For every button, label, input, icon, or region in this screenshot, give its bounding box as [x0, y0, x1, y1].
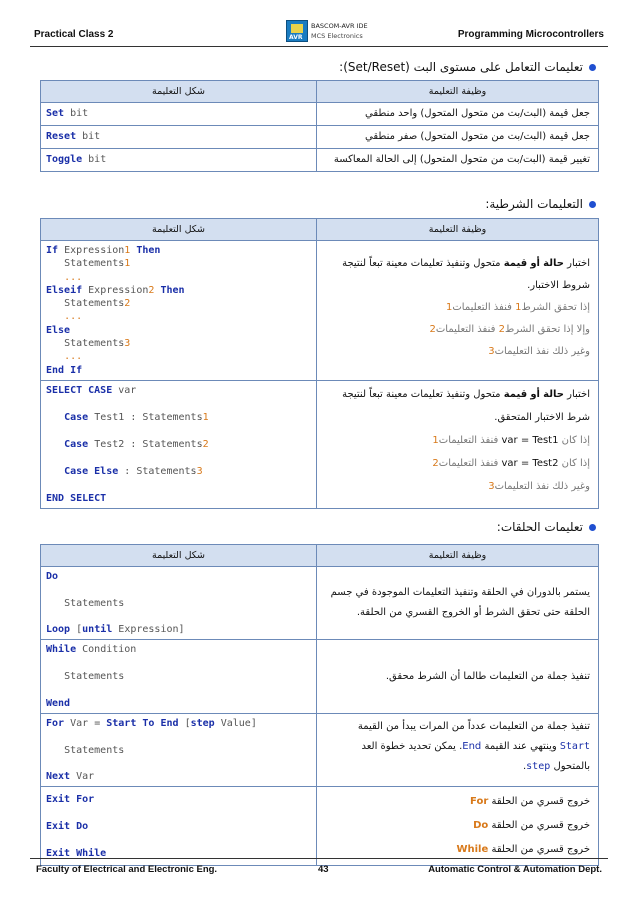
logo-title: BASCOM-AVR IDE [311, 22, 368, 30]
footer-divider [30, 858, 608, 859]
page-number: 43 [318, 864, 329, 875]
header-divider [30, 46, 608, 47]
bascom-logo [286, 20, 382, 44]
section-title-loops: تعليمات الحلقات: [497, 520, 596, 534]
header-course: Practical Class 2 [34, 29, 114, 40]
logo-subtitle: MCS Electronics [311, 32, 363, 40]
col-header-desc: وظيفة التعليمة [317, 545, 599, 567]
table-row-do: Do Statements Loop [until Expression] يستمر بالدوران في الحلقة وتنفيذ التعليمات الموجودة في جسم الحلقة حتى تحقق الشرط أو الخروج القسري من الحلقة. [41, 567, 599, 640]
page-header [30, 20, 608, 46]
table-row-while: While Condition Statements Wend تنفيذ جملة من التعليمات طالما أن الشرط محقق. [41, 640, 599, 713]
col-header-desc: وظيفة التعليمة [317, 81, 599, 103]
col-header-form: شكل التعليمة [41, 545, 317, 567]
col-header-desc: وظيفة التعليمة [317, 219, 599, 241]
header-subject: Programming Microcontrollers [457, 29, 604, 40]
loop-instructions-table [40, 544, 599, 866]
bit-instructions-table [40, 80, 599, 172]
col-header-form: شكل التعليمة [41, 219, 317, 241]
table-row-exit: Exit For Exit Do Exit While خروج قسري من الحلقة For خروج قسري من الحلقة Do خروج قسري من الحلقة While [41, 787, 599, 866]
section-title-bit: تعليمات التعامل على مستوى البت (Set/Reset): [339, 60, 596, 74]
table-row: Reset bit جعل قيمة (البت/بت من متحول المتحول) صفر منطقي [41, 126, 599, 149]
footer-department: Automatic Control & Automation Dept. [428, 864, 602, 875]
table-row-if: If Expression1 Then Statements1 ... Elseif Expression2 Then Statements2 ... Else Statements3 ... End If اختبار حالة أو قيمة متحول وتنفيذ تعليمات معينة تبعاً لنتيجة شروط الاختبار. إذا تحقق الشرط1 فنفذ التعليمات1 وإلا إذا تحقق الشرط2 فنفذ التعليمات2 وغير ذلك نفذ التعليمات3 [41, 241, 599, 381]
table-row-for: For Var = Start To End [step Value] Statements Next Var تنفيذ جملة من التعليمات عدداً من المرات يبدأ من القيمة Start وينتهي عند القيمة End. يمكن تحديد خطوة العد بالمتحول step. [41, 713, 599, 786]
section-title-conditional: التعليمات الشرطية: [485, 197, 596, 211]
page-footer [30, 864, 608, 878]
col-header-form: شكل التعليمة [41, 81, 317, 103]
footer-faculty: Faculty of Electrical and Electronic Eng. [36, 864, 218, 875]
table-row: Set bit جعل قيمة (البت/بت من متحول المتحول) واحد منطقي [41, 103, 599, 126]
chip-icon: AVR [286, 20, 308, 42]
bullet-icon [589, 524, 596, 531]
bullet-icon [589, 201, 596, 208]
table-row-select: SELECT CASE var Case Test1 : Statements1 Case Test2 : Statements2 Case Else : Statements3 END SELECT اختبار حالة أو قيمة متحول وتنفيذ تعليمات معينة تبعاً لنتيجة شرط الاختبار المتحقق. إذا كان var = Test1 فنفذ التعليمات1 إذا كان var = Test2 فنفذ التعليمات2 وغير ذلك نفذ التعليمات3 [41, 380, 599, 509]
table-row: Toggle bit تغيير قيمة (البت/بت من متحول المتحول) إلى الحالة المعاكسة [41, 149, 599, 172]
bullet-icon [589, 64, 596, 71]
conditional-instructions-table [40, 218, 599, 509]
